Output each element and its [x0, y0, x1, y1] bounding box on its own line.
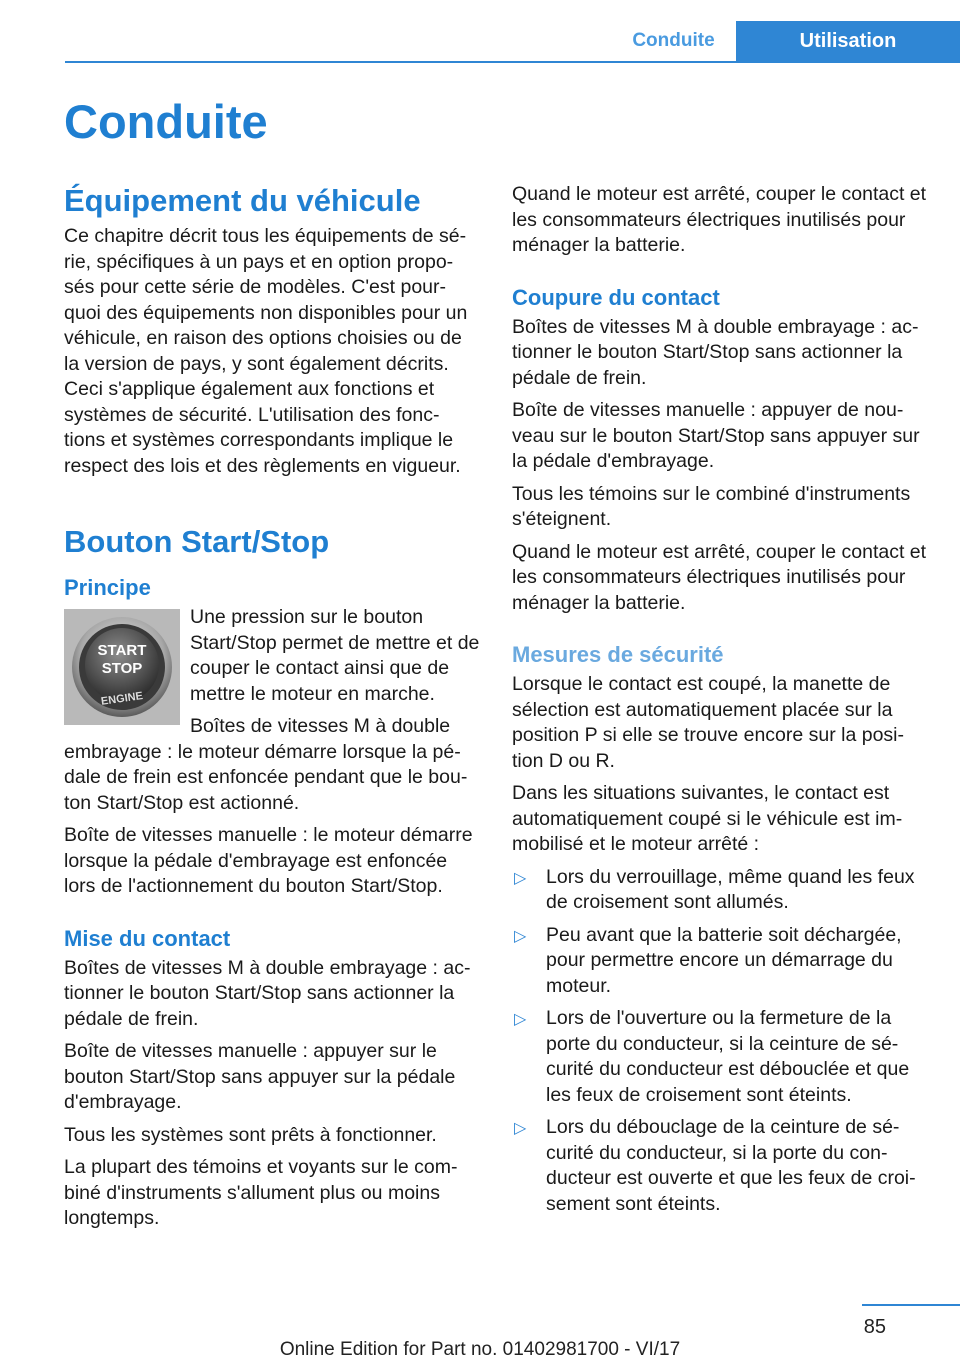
- coupure-text-4: Quand le moteur est arrêté, couper le contact et les consommateurs électriques inutilisés pour ménager la batterie.: [512, 540, 927, 614]
- page-number: 85: [863, 1316, 886, 1338]
- triangle-bullet-icon: ▷: [514, 1120, 527, 1137]
- left-column: [64, 182, 480, 1239]
- equipement-text: Ce chapitre décrit tous les équipements de sé‐rie, spécifiques à un pays et en option propo‐sés pour cette série de modèles. C'est pour‐quoi des équipements non disponibles pour un véhicule, en raison des options choisies ou de la version de pays, y sont également décrits. Ceci s'applique également aux fonctions et systèmes de sécurité. L'utilisation des fonc‐tions et systèmes correspondants implique le respect des lois et des règlements en vigueur.: [64, 225, 468, 477]
- mise-text-1: Boîtes de vitesses M à double embrayage : ac‐tionner le bouton Start/Stop sans actionner la pédale de frein.: [64, 956, 471, 1030]
- mesures-text-2: Dans les situations suivantes, le contact est automatiquement coupé si le véhicule est im‐mobilisé et le moteur arrêté :: [512, 782, 903, 855]
- coupure-text-3: Tous les témoins sur le combiné d'instruments s'éteignent.: [512, 482, 911, 530]
- list-item-text: Lors de l'ouverture ou la fermeture de la porte du conducteur, si la ceinture de sé‐curité du conducteur est débouclée et que les feux de croisement sont éteints.: [546, 1007, 910, 1106]
- principe-text-3: Boîte de vitesses manuelle : le moteur démarre lorsque la pédale d'embrayage est enfoncée lors de l'actionnement du bouton Start/Stop.: [64, 824, 473, 897]
- mise-text-4: La plupart des témoins et voyants sur le com‐biné d'instruments s'allument plus ou moins longtemps.: [64, 1156, 458, 1229]
- triangle-bullet-icon: ▷: [514, 927, 527, 945]
- mise-text-3: Tous les systèmes sont prêts à fonctionner.: [64, 1123, 437, 1146]
- subsection-title-coupure: Coupure du contact: [512, 284, 720, 310]
- section-title-equipement: Équipement du véhicule: [64, 183, 421, 218]
- subsection-title-mise: Mise du contact: [64, 925, 231, 951]
- mesures-text-1: Lorsque le contact est coupé, la manette de sélection est automatiquement placée sur la position P si elle se trouve encore sur la posi‐tion D ou R.: [512, 673, 905, 772]
- chapter-title: Conduite: [64, 95, 268, 148]
- header-tabs: [611, 21, 960, 61]
- coupure-text-1: Boîtes de vitesses M à double embrayage : ac‐tionner le bouton Start/Stop sans actionner la pédale de frein.: [512, 315, 919, 389]
- mise-text-2: Boîte de vitesses manuelle : appuyer sur le bouton Start/Stop sans appuyer sur la pédale d'embrayage.: [64, 1040, 456, 1113]
- intro-text: Quand le moteur est arrêté, couper le contact et les consommateurs électriques inutilisés pour ménager la batterie.: [512, 183, 927, 256]
- subsection-title-principe: Principe: [64, 575, 151, 600]
- edition-footer: Online Edition for Part no. 01402981700 - VI/17: [279, 1339, 681, 1360]
- button-label-start: START: [97, 642, 147, 659]
- list-item: [512, 865, 930, 916]
- triangle-bullet-icon: ▷: [514, 1011, 527, 1028]
- button-label-engine: ENGINE: [100, 690, 144, 708]
- list-item: [512, 923, 930, 1000]
- list-item: [512, 1115, 930, 1217]
- principe-text-2: Boîtes de vitesses M à double embrayage : le moteur démarre lorsque la pé‐dale de frein est enfoncée pendant que le bou‐ton Start/Stop est actionné.: [64, 715, 468, 814]
- list-item-text: Lors du verrouillage, même quand les feux de croisement sont allumés.: [546, 865, 915, 913]
- tab-conduite: Conduite: [632, 30, 715, 51]
- section-title-start-stop: Bouton Start/Stop: [64, 524, 330, 559]
- list-item: [512, 1006, 930, 1108]
- subsection-title-mesures: Mesures de sécurité: [512, 642, 724, 667]
- list-item-text: Lors du débouclage de la ceinture de sé‐curité du conducteur, si la porte du con‐ducteur est ouverte et que les feux de croi‐sement sont éteints.: [546, 1116, 916, 1215]
- list-item-text: Peu avant que la batterie soit déchargée, pour permettre encore un démarrage du moteur.: [546, 923, 902, 997]
- triangle-bullet-icon: ▷: [514, 869, 527, 887]
- footer-rule: [862, 1304, 960, 1306]
- coupure-text-2: Boîte de vitesses manuelle : appuyer de nou‐veau sur le bouton Start/Stop sans appuyer sur la pédale d'embrayage.: [512, 399, 920, 472]
- principe-block: [64, 605, 480, 823]
- principe-text-1: Une pression sur le bouton Start/Stop permet de mettre et de couper le contact ainsi que de mettre le moteur en marche.: [190, 606, 480, 705]
- button-label-stop: STOP: [101, 660, 143, 677]
- safety-bullet-list: [512, 865, 930, 1218]
- start-stop-button-icon: [64, 609, 180, 725]
- right-column: [512, 182, 930, 1224]
- header-rule: [65, 61, 960, 63]
- tab-utilisation: Utilisation: [736, 21, 960, 61]
